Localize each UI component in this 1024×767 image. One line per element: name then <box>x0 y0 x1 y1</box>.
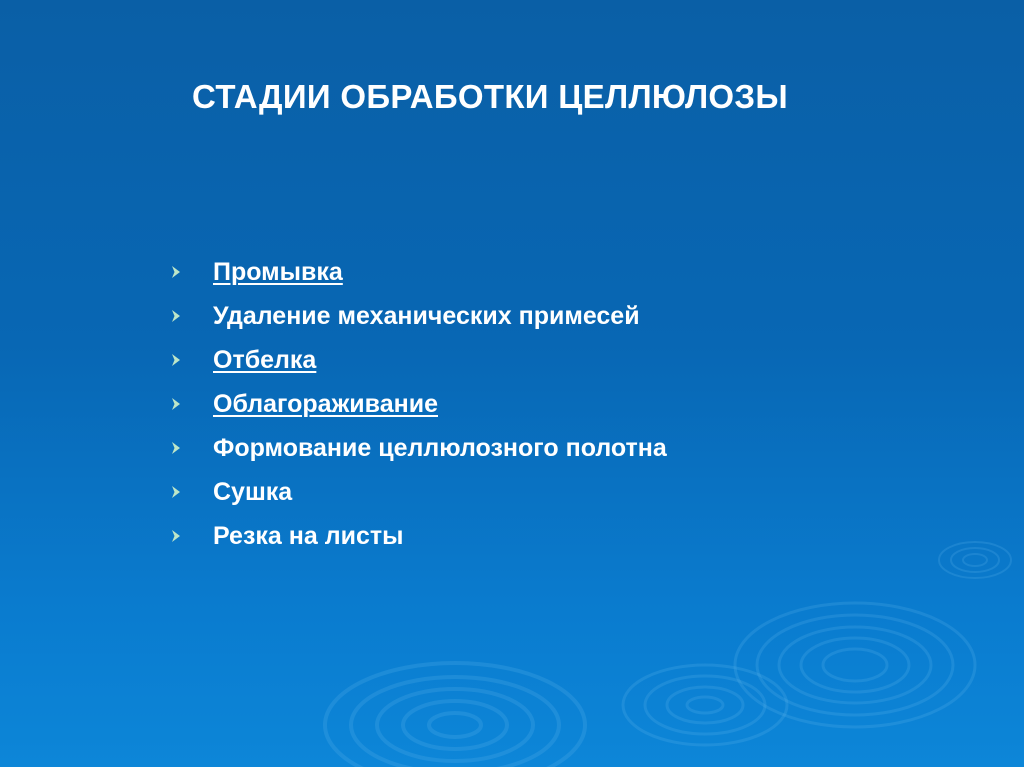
list-item-link[interactable]: Облагораживание <box>213 389 438 418</box>
bullet-list <box>163 250 667 558</box>
list-item <box>163 294 667 338</box>
chevron-right-icon <box>163 485 213 499</box>
list-item <box>163 514 667 558</box>
chevron-right-icon <box>163 265 213 279</box>
list-item-label: Формование целлюлозного полотна <box>213 433 667 462</box>
list-item[interactable] <box>163 338 667 382</box>
slide-title: СТАДИИ ОБРАБОТКИ ЦЕЛЛЮЛОЗЫ <box>192 78 788 115</box>
list-item-link[interactable]: Промывка <box>213 257 343 286</box>
chevron-right-icon <box>163 397 213 411</box>
chevron-right-icon <box>163 353 213 367</box>
ripple-bottom <box>325 663 585 767</box>
ripple-large <box>735 603 975 727</box>
list-item-label: Удаление механических примесей <box>213 301 640 330</box>
list-item-link[interactable]: Отбелка <box>213 345 317 374</box>
chevron-right-icon <box>163 441 213 455</box>
list-item-label: Сушка <box>213 477 293 506</box>
list-item <box>163 470 667 514</box>
list-item[interactable] <box>163 250 667 294</box>
ripple-small <box>939 542 1011 578</box>
chevron-right-icon <box>163 309 213 323</box>
list-item[interactable] <box>163 382 667 426</box>
chevron-right-icon <box>163 529 213 543</box>
list-item-label: Резка на листы <box>213 521 404 550</box>
list-item <box>163 426 667 470</box>
